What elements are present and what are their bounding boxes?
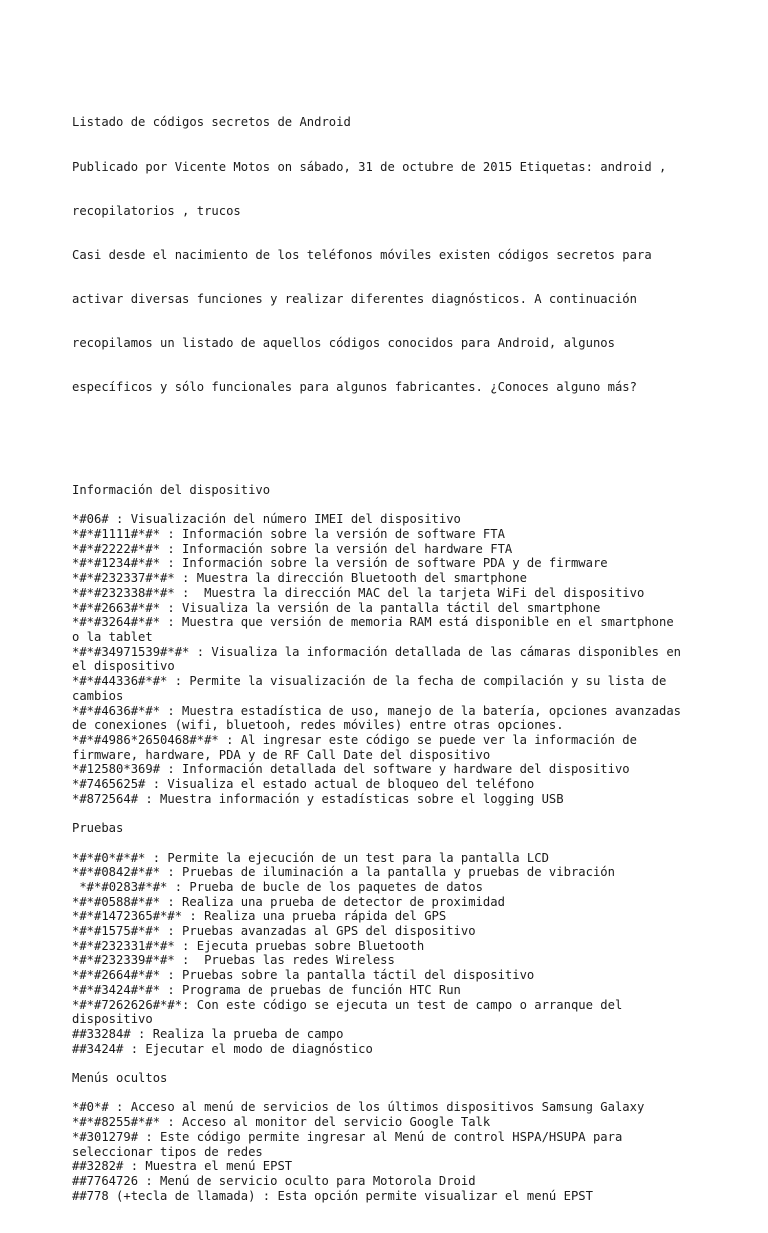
code-line: *#*#3264#*#* : Muestra que versión de memoria RAM está disponible en el smartphone bbox=[72, 615, 674, 630]
code-line: *#*#2663#*#* : Visualiza la versión de la pantalla táctil del smartphone bbox=[72, 600, 601, 615]
code-line: ##33284# : Realiza la prueba de campo bbox=[72, 1026, 344, 1041]
section-heading: Pruebas bbox=[72, 821, 124, 836]
spacer bbox=[72, 498, 712, 513]
code-line: *#*#232331#*#* : Ejecuta pruebas sobre Bluetooth bbox=[72, 938, 425, 953]
code-line: ##778 (+tecla de llamada) : Esta opción permite visualizar el menú EPST bbox=[72, 1188, 593, 1203]
spacer bbox=[72, 1056, 712, 1071]
code-line: *#*#1234#*#* : Información sobre la versión de software PDA y de firmware bbox=[72, 556, 608, 571]
code-line: *#*#232339#*#* : Pruebas las redes Wireless bbox=[72, 953, 395, 968]
code-line: *#*#3424#*#* : Programa de pruebas de función HTC Run bbox=[72, 982, 461, 997]
code-line: *#*#0588#*#* : Realiza una prueba de detector de proximidad bbox=[72, 894, 505, 909]
section-heading: Información del dispositivo bbox=[72, 482, 271, 497]
code-line: *#*#34971539#*#* : Visualiza la información detallada de las cámaras disponibles en bbox=[72, 644, 682, 659]
code-line: *#12580*369# : Información detallada del software y hardware del dispositivo bbox=[72, 762, 630, 777]
code-line: de conexiones (wifi, bluetooh, redes móviles) entre otras opciones. bbox=[72, 718, 564, 733]
spacer bbox=[72, 806, 712, 821]
code-line: cambios bbox=[72, 688, 124, 703]
spacer bbox=[72, 836, 712, 851]
code-line: *#*#232337#*#* : Muestra la dirección Bluetooth del smartphone bbox=[72, 571, 527, 586]
sections-container bbox=[72, 483, 712, 1203]
code-line: *#*#0283#*#* : Prueba de bucle de los paquetes de datos bbox=[72, 879, 483, 894]
spacer bbox=[72, 1086, 712, 1101]
code-line: firmware, hardware, PDA y de RF Call Date del dispositivo bbox=[72, 747, 491, 762]
code-line: *#*#0*#*#* : Permite la ejecución de un test para la pantalla LCD bbox=[72, 850, 549, 865]
intro-line: Casi desde el nacimiento de los teléfonos móviles existen códigos secretos para bbox=[72, 247, 652, 262]
code-line: *#872564# : Muestra información y estadísticas sobre el logging USB bbox=[72, 791, 564, 806]
code-line: ##7764726 : Menú de servicio oculto para Motorola Droid bbox=[72, 1173, 476, 1188]
intro-line: recopilamos un listado de aquellos códigos conocidos para Android, algunos bbox=[72, 335, 615, 350]
code-line: *#*#2664#*#* : Pruebas sobre la pantalla táctil del dispositivo bbox=[72, 968, 535, 983]
code-line: el dispositivo bbox=[72, 659, 175, 674]
code-line: ##3282# : Muestra el menú EPST bbox=[72, 1159, 293, 1174]
document-body bbox=[72, 86, 712, 1233]
code-line: *#0*# : Acceso al menú de servicios de los últimos dispositivos Samsung Galaxy bbox=[72, 1100, 645, 1115]
code-line: *#06# : Visualización del número IMEI del dispositivo bbox=[72, 512, 461, 527]
document-title: Listado de códigos secretos de Android bbox=[72, 115, 351, 130]
code-line: *#*#0842#*#* : Pruebas de iluminación a la pantalla y pruebas de vibración bbox=[72, 865, 615, 880]
code-line: *#*#2222#*#* : Información sobre la versión del hardware FTA bbox=[72, 541, 513, 556]
intro-line: específicos y sólo funcionales para algunos fabricantes. ¿Conoces alguno más? bbox=[72, 380, 637, 395]
code-line: *#*#4986*2650468#*#* : Al ingresar este código se puede ver la información de bbox=[72, 732, 637, 747]
code-line: *#*#232338#*#* : Muestra la dirección MAC del la tarjeta WiFi del dispositivo bbox=[72, 585, 645, 600]
code-line: *#*#7262626#*#*: Con este código se ejecuta un test de campo o arranque del bbox=[72, 997, 623, 1012]
code-line: *#*#1575#*#* : Pruebas avanzadas al GPS del dispositivo bbox=[72, 924, 476, 939]
code-line: *#*#44336#*#* : Permite la visualización de la fecha de compilación y su lista de bbox=[72, 674, 667, 689]
code-line: *#*#4636#*#* : Muestra estadística de uso, manejo de la batería, opciones avanzadas bbox=[72, 703, 682, 718]
code-line: ##3424# : Ejecutar el modo de diagnóstico bbox=[72, 1041, 373, 1056]
code-line: *#*#1111#*#* : Información sobre la versión de software FTA bbox=[72, 527, 505, 542]
byline: Publicado por Vicente Motos on sábado, 31 de octubre de 2015 Etiquetas: android , bbox=[72, 159, 667, 174]
code-line: dispositivo bbox=[72, 1012, 153, 1027]
code-line: *#7465625# : Visualiza el estado actual de bloqueo del teléfono bbox=[72, 777, 535, 792]
section-heading: Menús ocultos bbox=[72, 1071, 168, 1086]
code-line: *#*#1472365#*#* : Realiza una prueba rápida del GPS bbox=[72, 909, 447, 924]
code-line: *#301279# : Este código permite ingresar al Menú de control HSPA/HSUPA para bbox=[72, 1129, 623, 1144]
code-line: *#*#8255#*#* : Acceso al monitor del servicio Google Talk bbox=[72, 1115, 491, 1130]
intro-line: activar diversas funciones y realizar diferentes diagnósticos. A continuación bbox=[72, 291, 637, 306]
code-line: seleccionar tipos de redes bbox=[72, 1144, 263, 1159]
spacer bbox=[72, 424, 712, 439]
code-line: o la tablet bbox=[72, 629, 153, 644]
byline-tags: recopilatorios , trucos bbox=[72, 203, 241, 218]
